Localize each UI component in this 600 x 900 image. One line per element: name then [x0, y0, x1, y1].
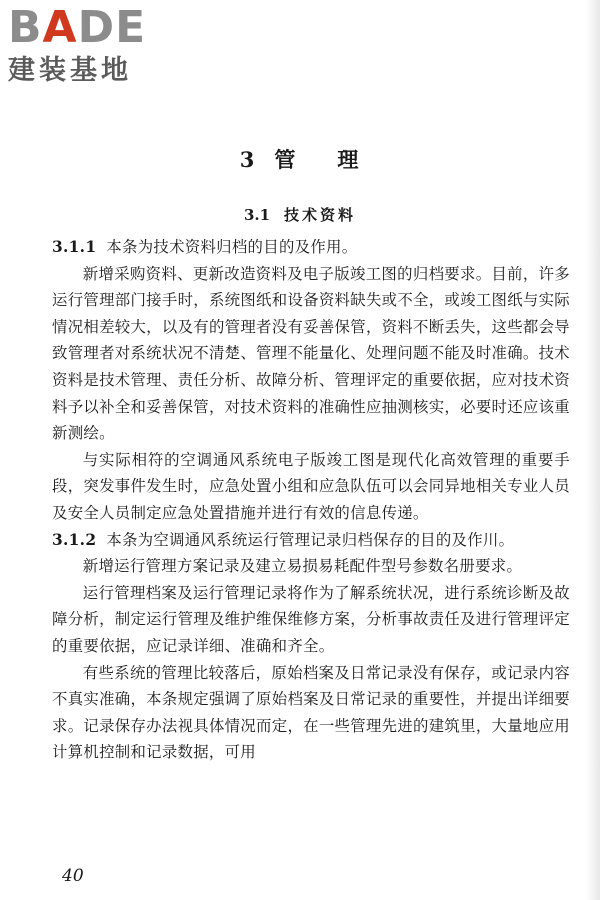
paragraph: 新增采购资料、更新改造资料及电子版竣工图的归档要求。目前，许多运行管理部门接手时，系统图纸和设备资料缺失或不全，或竣工图纸与实际情况相差较大，以及有的管理者没有妥善保管，资料不断丢失，这些都会导致管理者对系统状况不清楚、管理不能量化、处理问题不能及时准确。技术资料是技术管理、责任分析、故障分析、管理评定的重要依据，应对技术资料予以补全和妥善保管，对技术资料的准确性应抽测核实，必要时还应该重新测绘。 — [52, 264, 570, 443]
section-title — [0, 204, 600, 225]
bade-logo — [8, 4, 178, 88]
clause-number: 3.1.1 — [52, 238, 97, 256]
clause-number: 3.1.2 — [52, 530, 97, 549]
clause-heading-text: 本条为技术资料归档的目的及作用。 — [106, 238, 358, 256]
paragraph: 运行管理档案及运行管理记录将作为了解系统状况，进行系统诊断及故障分析，制定运行管理及维护维保维修方案，分析事故责任及进行管理评定的重要依据，应记录详细、准确和齐全。 — [52, 583, 570, 655]
paragraph: 有些系统的管理比较落后，原始档案及日常记录没有保存，或记录内容不真实准确，本条规定强调了原始档案及日常记录的重要性，并提出详细要求。记录保存办法视具体情况而定，在一些管理先进的建筑里，大量地应用计算机控制和记录数据，可用 — [52, 663, 570, 762]
section-number: 3.1 — [243, 206, 271, 224]
clause-heading-text: 本条为空调通风系统运行管理记录归档保存的目的及作川。 — [106, 530, 515, 549]
paragraph: 与实际相符的空调通风系统电子版竣工图是现代化高效管理的重要手段，突发事件发生时，应急处置小组和应急队伍可以会同异地相关专业人员及安全人员制定应急处置措施并进行有效的信息传递。 — [52, 450, 570, 522]
chapter-title-char-1: 管 — [274, 147, 298, 172]
clause-heading — [52, 234, 570, 261]
page-edge-shadow — [586, 0, 600, 900]
chapter-title-char-2: 理 — [337, 147, 361, 172]
logo-subtitle: 建装基地 — [8, 55, 132, 86]
body-text — [52, 234, 570, 766]
page-number: 40 — [62, 866, 84, 886]
logo-wordmark: BADE — [8, 2, 147, 53]
section-title-text: 技术资料 — [284, 206, 357, 224]
chapter-title — [0, 144, 600, 174]
chapter-number: 3 — [239, 147, 257, 172]
clause-heading — [52, 527, 570, 554]
paragraph: 新增运行管理方案记录及建立易损易耗配件型号参数名册要求。 — [82, 557, 523, 576]
